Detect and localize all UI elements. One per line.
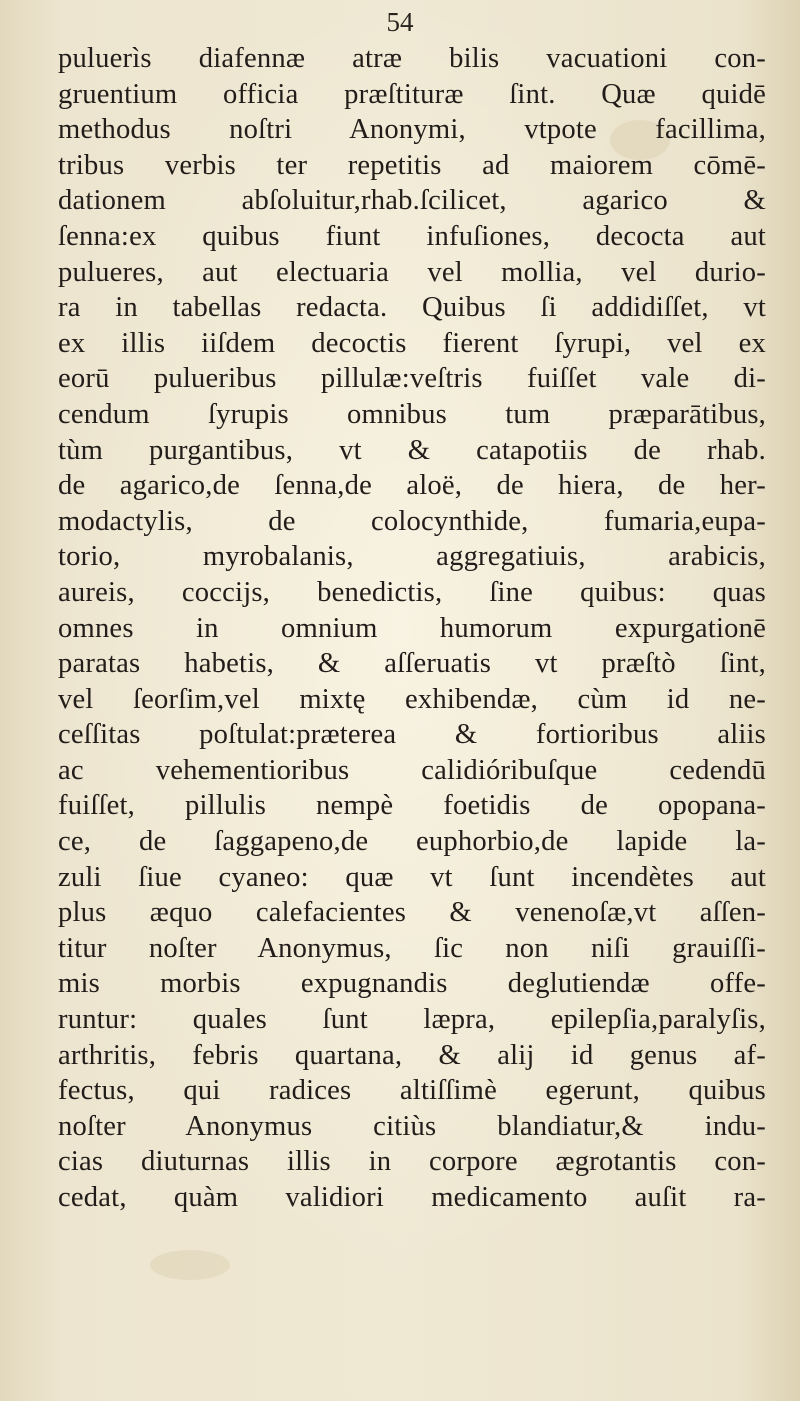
text-line: torio, myrobalanis, aggregatiuis, arabicis, [58,541,766,573]
text-line: methodus noſtri Anonymi, vtpote facillima, [58,114,766,146]
text-line: de agarico,de ſenna,de aloë, de hiera, de her- [58,470,766,502]
text-line: cendum ſyrupis omnibus tum præparātibus, [58,398,766,430]
text-line: dationem abſoluitur,rhab.ſcilicet, agarico & [58,185,766,217]
text-line: cedat, quàm validiori medicamento auſit ra- [58,1182,766,1213]
text-line: arthritis, febris quartana, & alij id genus af- [58,1039,766,1071]
text-line: modactylis, de colocynthide, fumaria,eupa- [58,505,766,537]
text-line: ſenna:ex quibus fiunt infuſiones, decocta aut [58,220,766,252]
text-line: vel ſeorſim,vel mixtę exhibendæ, cùm id ne- [58,683,766,715]
text-line: omnes in omnium humorum expurgationē [58,612,766,644]
text-line: pulueres, aut electuaria vel mollia, vel durio- [58,256,766,288]
text-line: ce, de ſaggapeno,de euphorbio,de lapide la- [58,826,766,858]
text-line: ex illis iiſdem decoctis fierent ſyrupi, vel ex [58,327,766,359]
text-line: cias diuturnas illis in corpore ægrotantis con- [58,1146,766,1178]
text-line: fuiſſet, pillulis nempè foetidis de opopana- [58,790,766,822]
text-line: tùm purgantibus, vt & catapotiis de rhab. [58,434,766,466]
page-number: 54 [386,7,414,37]
text-line: paratas habetis, & aſſeruatis vt præſtò ſint, [58,648,766,680]
text-line: ceſſitas poſtulat:præterea & fortioribus aliis [58,719,766,751]
body-text [58,41,766,1216]
text-line: mis morbis expugnandis deglutiendæ offe- [58,968,766,1000]
text-line: zuli ſiue cyaneo: quæ vt ſunt incendètes aut [58,861,766,893]
text-line: fectus, qui radices altiſſimè egerunt, quibus [58,1075,766,1107]
text-line: noſter Anonymus citiùs blandiatur,& indu- [58,1110,766,1142]
text-line: plus æquo calefacientes & venenoſæ,vt aſſen- [58,897,766,929]
text-line: ac vehementioribus calidióribuſque cedendū [58,754,766,786]
text-line: tribus verbis ter repetitis ad maiorem cōmē- [58,149,766,181]
text-line: eorū pulueribus pillulæ:veſtris fuiſſet vale di- [58,363,766,395]
text-line: aureis, coccijs, benedictis, ſine quibus: quas [58,576,766,608]
text-line: puluerìs diafennæ atræ bilis vacuationi con- [58,43,766,74]
paper-stain [150,1250,230,1280]
text-line: gruentium officia præſtituræ ſint. Quæ quidē [58,78,766,110]
text-line: runtur: quales ſunt læpra, epilepſia,paralyſis, [58,1004,766,1036]
text-line: ra in tabellas redacta. Quibus ſi addidiſſet, vt [58,292,766,324]
text-line: titur noſter Anonymus, ſic non niſi grauiſſi- [58,932,766,964]
